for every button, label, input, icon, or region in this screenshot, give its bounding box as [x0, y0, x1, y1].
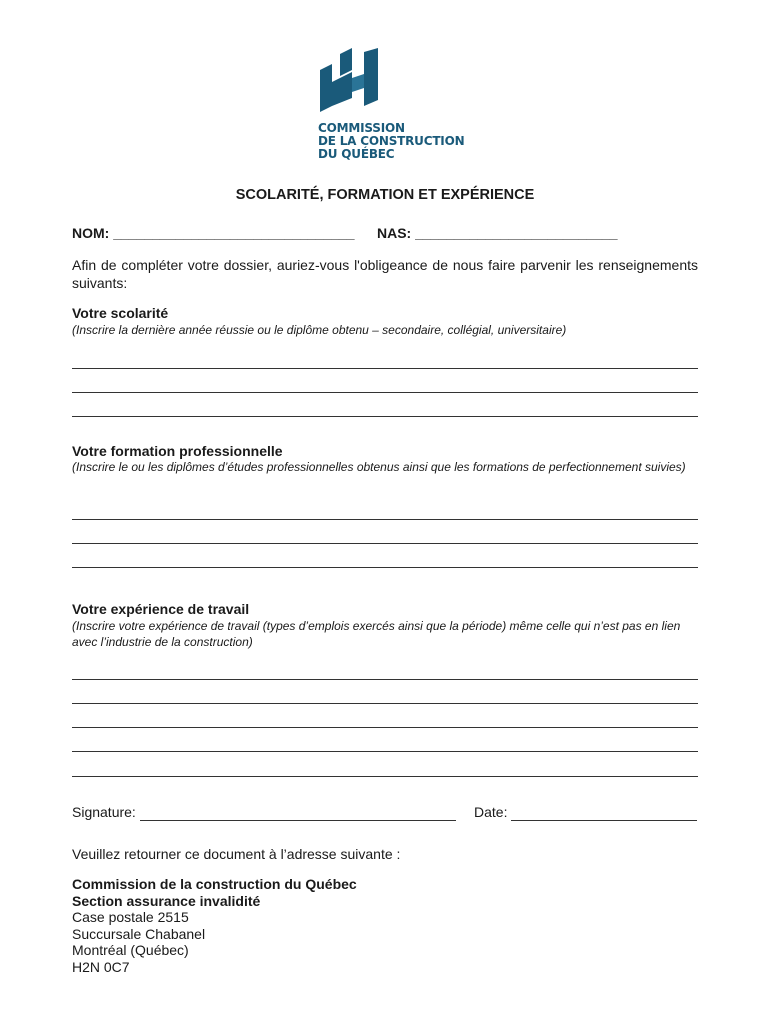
address-line: Case postale 2515 [72, 909, 189, 925]
nas-field[interactable]: NAS: __________________________ [377, 225, 618, 241]
answer-line[interactable] [72, 519, 698, 520]
answer-line[interactable] [72, 679, 698, 680]
answer-line[interactable] [72, 368, 698, 369]
section-note-formation: (Inscrire le ou les diplômes d’études professionnelles obtenus ainsi que les formations de perfectionnement suivies) [72, 460, 686, 474]
answer-line[interactable] [72, 751, 698, 752]
answer-line[interactable] [72, 727, 698, 728]
logo-line: DU QUÉBEC [318, 147, 395, 161]
ccq-logo-mark [318, 48, 378, 112]
form-title: SCOLARITÉ, FORMATION ET EXPÉRIENCE [235, 187, 535, 203]
section-title-experience: Votre expérience de travail [72, 601, 250, 617]
answer-line[interactable] [72, 392, 698, 393]
logo-line: DE LA CONSTRUCTION [318, 134, 465, 148]
answer-line[interactable] [72, 703, 698, 704]
section-title-formation: Votre formation professionnelle [72, 443, 283, 459]
answer-line[interactable] [72, 416, 698, 417]
answer-line[interactable] [72, 567, 698, 568]
date-field[interactable] [511, 820, 697, 821]
address-line: Montréal (Québec) [72, 942, 189, 958]
date-label: Date: [474, 804, 508, 820]
signature-field[interactable] [140, 820, 456, 821]
logo-line: COMMISSION [318, 121, 405, 135]
address-postal-code: H2N 0C7 [72, 958, 130, 975]
address-line: Succursale Chabanel [72, 925, 206, 942]
section-note-experience: (Inscrire votre expérience de travail (types d’emplois exercés ainsi que la période) même celle qui n’est pas en lien avec l’industrie de la construction) [72, 619, 681, 649]
identity-line [72, 225, 618, 241]
section-note-scolarite: (Inscrire la dernière année réussie ou le diplôme obtenu – secondaire, collégial, universitaire) [72, 323, 567, 337]
section-title-scolarite: Votre scolarité [72, 305, 169, 321]
nom-field[interactable]: NOM: _______________________________ [72, 225, 355, 241]
address-organization: Commission de la construction du Québec [72, 876, 357, 892]
address-section: Section assurance invalidité [72, 892, 261, 909]
logo-wordmark [318, 121, 465, 161]
mailing-address [72, 876, 357, 975]
answer-line[interactable] [72, 776, 698, 777]
answer-line[interactable] [72, 543, 698, 544]
signature-label: Signature: [72, 804, 136, 820]
return-instruction: Veuillez retourner ce document à l’adresse suivante : [72, 846, 401, 862]
ccq-logo [318, 48, 465, 161]
intro-text: Afin de compléter votre dossier, auriez-vous l'obligeance de nous faire parvenir les renseignements suivants: [72, 257, 698, 291]
